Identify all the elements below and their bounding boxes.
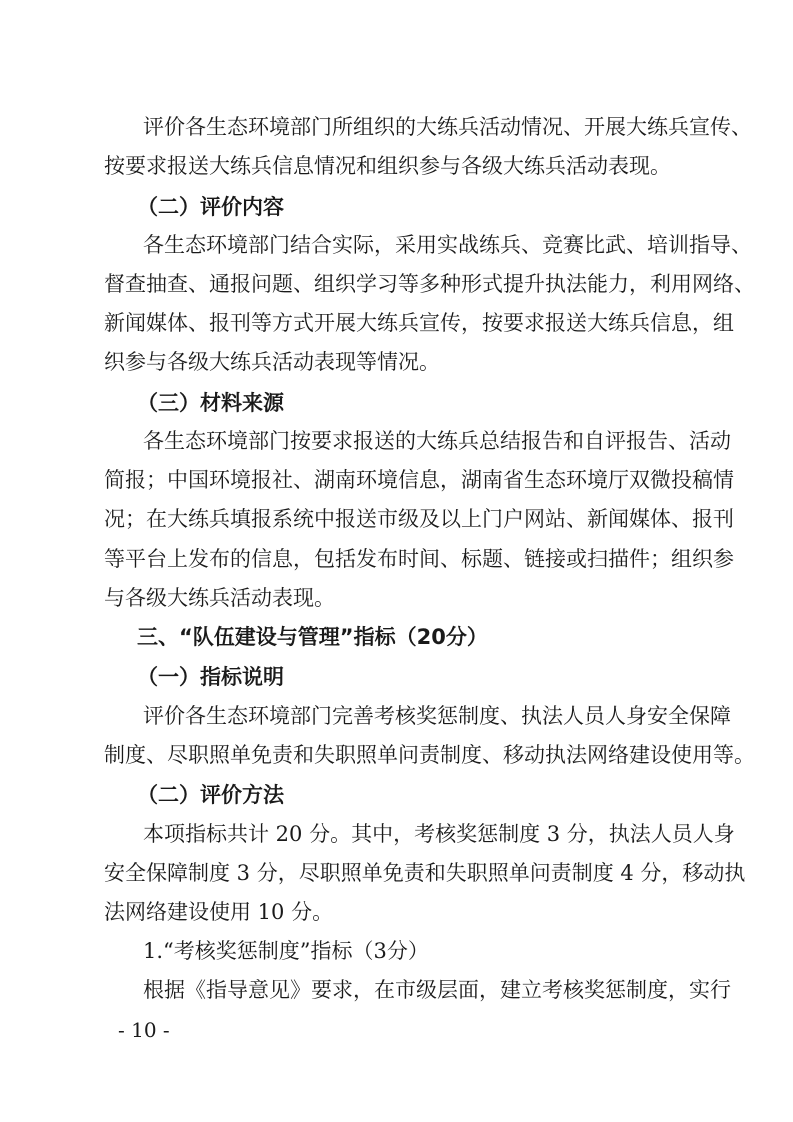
paragraph-line: 等平台上发布的信息，包括发布时间、标题、链接或扫描件；组织参 xyxy=(104,547,734,571)
paragraph-line: 督查抽查、通报问题、组织学习等多种形式提升执法能力，利用网络、 xyxy=(104,272,755,296)
paragraph-line: 按要求报送大练兵信息情况和组织参与各级大练兵活动表现。 xyxy=(104,154,671,178)
paragraph-line: 评价各生态环境部门所组织的大练兵活动情况、开展大练兵宣传、 xyxy=(143,115,752,139)
section-heading: （一）指标说明 xyxy=(137,664,284,689)
paragraph-line: 评价各生态环境部门完善考核奖惩制度、执法人员人身安全保障 xyxy=(143,704,731,728)
section-heading: （三）材料来源 xyxy=(137,390,284,415)
subsection-heading: 1.“考核奖惩制度”指标（3分） xyxy=(143,939,429,963)
paragraph-line: 简报；中国环境报社、湖南环境信息，湖南省生态环境厅双微投稿情 xyxy=(104,468,734,492)
paragraph-line: 法网络建设使用 10 分。 xyxy=(104,900,334,924)
section-heading: （二）评价方法 xyxy=(137,782,284,807)
section-heading: （二）评价内容 xyxy=(137,194,284,219)
paragraph-line: 安全保障制度 3 分，尽职照单免责和失职照单问责制度 4 分，移动执 xyxy=(104,861,746,885)
paragraph-line: 各生态环境部门结合实际，采用实战练兵、竞赛比武、培训指导、 xyxy=(143,233,752,257)
paragraph-line: 本项指标共计 20 分。其中，考核奖惩制度 3 分，执法人员人身 xyxy=(143,822,735,846)
paragraph-line: 织参与各级大练兵活动表现等情况。 xyxy=(104,350,440,374)
paragraph-line: 与各级大练兵活动表现。 xyxy=(104,586,335,610)
page-number: - 10 - xyxy=(118,1018,170,1042)
paragraph-line: 制度、尽职照单免责和失职照单问责制度、移动执法网络建设使用等。 xyxy=(104,743,755,767)
paragraph-line: 况；在大练兵填报系统中报送市级及以上门户网站、新闻媒体、报刊 xyxy=(104,507,734,531)
chapter-heading: 三、“队伍建设与管理”指标（20分） xyxy=(137,625,488,649)
paragraph-line: 根据《指导意见》要求，在市级层面，建立考核奖惩制度，实行 xyxy=(143,978,731,1002)
paragraph-line: 各生态环境部门按要求报送的大练兵总结报告和自评报告、活动 xyxy=(143,429,731,453)
paragraph-line: 新闻媒体、报刊等方式开展大练兵宣传，按要求报送大练兵信息，组 xyxy=(104,311,734,335)
